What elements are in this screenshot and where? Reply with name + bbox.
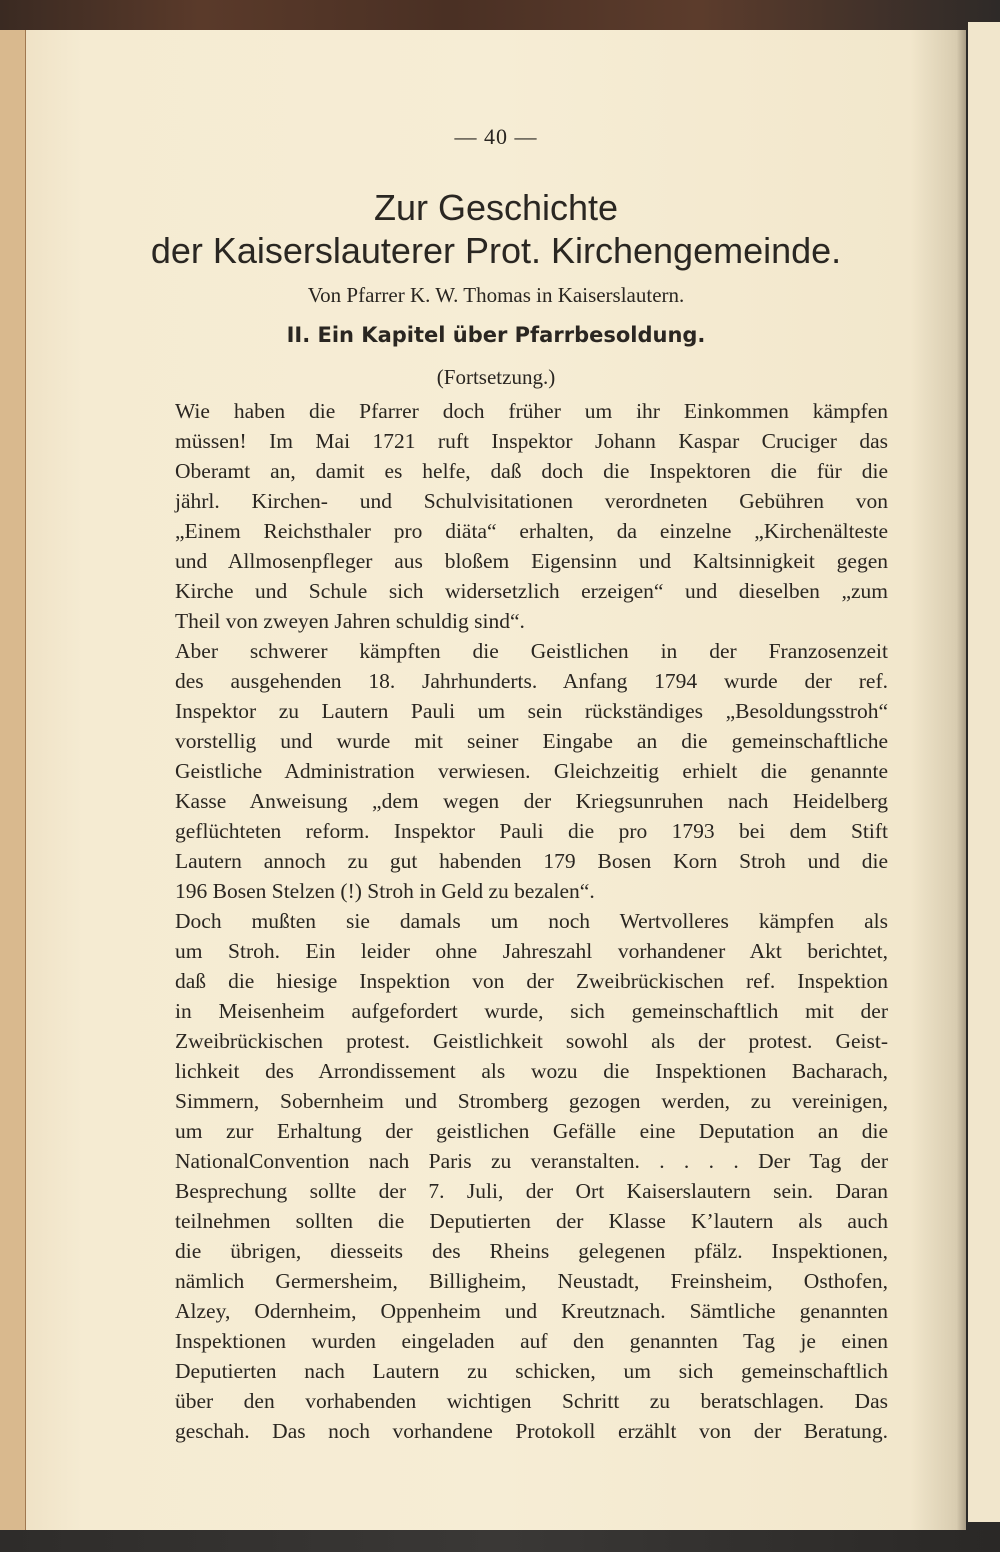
- text-line: Zweibrückischen protest. Geistlichkeit sowohl als der protest. Geist-: [175, 1029, 888, 1053]
- paragraph: [117, 636, 888, 906]
- text-line: Kasse Anweisung „dem wegen der Kriegsunruhen nach Heidelberg: [175, 789, 888, 813]
- continuation-note: (Fortsetzung.): [436, 365, 556, 389]
- text-line: Lautern annoch zu gut habenden 179 Bosen Korn Stroh und die: [175, 849, 888, 873]
- text-line: geflüchteten reform. Inspektor Pauli die pro 1793 bei dem Stift: [175, 819, 888, 843]
- text-line: Aber schwerer kämpften die Geistlichen in der Franzosenzeit: [175, 639, 888, 663]
- text-line: 196 Bosen Stelzen (!) Stroh in Geld zu bezalen“.: [175, 879, 595, 903]
- text-line: jährl. Kirchen- und Schulvisitationen verordneten Gebühren von: [175, 489, 888, 513]
- book-cover-edge: [0, 30, 27, 1530]
- text-line: die übrigen, diesseits des Rheins gelegenen pfälz. Inspektionen,: [175, 1239, 888, 1263]
- text-line: vorstellig und wurde mit seiner Eingabe an die gemeinschaftliche: [175, 729, 888, 753]
- text-line: Doch mußten sie damals um noch Wertvolleres kämpfen als: [175, 909, 888, 933]
- text-line: daß die hiesige Inspektion von der Zweibrückischen ref. Inspektion: [175, 969, 888, 993]
- text-line: müssen! Im Mai 1721 ruft Inspektor Johann Kaspar Cruciger das: [175, 429, 888, 453]
- book-page: [26, 30, 966, 1530]
- text-line: nämlich Germersheim, Billigheim, Neustadt, Freinsheim, Osthofen,: [175, 1269, 888, 1293]
- text-line: Kirche und Schule sich widersetzlich erzeigen“ und dieselben „zum: [175, 579, 888, 603]
- text-line: in Meisenheim aufgefordert wurde, sich gemeinschaftlich mit der: [175, 999, 888, 1023]
- text-line: Theil von zweyen Jahren schuldig sind“.: [175, 609, 525, 633]
- text-line: Besprechung sollte der 7. Juli, der Ort Kaiserslautern sein. Daran: [175, 1179, 888, 1203]
- author-byline: Von Pfarrer K. W. Thomas in Kaiserslautern.: [307, 283, 685, 307]
- book-binding-top: [0, 0, 1000, 30]
- text-line: geschah. Das noch vorhandene Protokoll erzählt von der Beratung.: [175, 1419, 888, 1443]
- text-line: Deputierten nach Lautern zu schicken, um sich gemeinschaftlich: [175, 1359, 888, 1383]
- article-title-line-1: Zur Geschichte: [373, 187, 619, 228]
- section-heading: II. Ein Kapitel über Pfarrbesoldung.: [286, 323, 706, 347]
- text-line: des ausgehenden 18. Jahrhunderts. Anfang 1794 wurde der ref.: [175, 669, 888, 693]
- text-line: und Allmosenpfleger aus bloßem Eigensinn und Kaltsinnigkeit gegen: [175, 549, 888, 573]
- text-line: „Einem Reichsthaler pro diäta“ erhalten, da einzelne „Kirchenälteste: [175, 519, 888, 543]
- body-text: [117, 396, 888, 1446]
- text-line: Alzey, Odernheim, Oppenheim und Kreutznach. Sämtliche genannten: [175, 1299, 888, 1323]
- paragraph: [117, 906, 888, 1446]
- book-binding-bottom: [0, 1530, 1000, 1552]
- next-page-edge: [968, 22, 1000, 1522]
- text-line: Inspektor zu Lautern Pauli um sein rückständiges „Besoldungsstroh“: [175, 699, 888, 723]
- article-title-line-2: der Kaiserslauterer Prot. Kirchengemeinde.: [150, 230, 842, 271]
- text-line: Geistliche Administration verwiesen. Gleichzeitig erhielt die genannte: [175, 759, 888, 783]
- text-line: über den vorhabenden wichtigen Schritt zu beratschlagen. Das: [175, 1389, 888, 1413]
- text-line: NationalConvention nach Paris zu veranstalten. . . . . Der Tag der: [175, 1149, 888, 1173]
- text-line: Inspektionen wurden eingeladen auf den genannten Tag je einen: [175, 1329, 888, 1353]
- text-line: lichkeit des Arrondissement als wozu die Inspektionen Bacharach,: [175, 1059, 888, 1083]
- paragraph: [117, 396, 888, 636]
- text-line: Oberamt an, damit es helfe, daß doch die Inspektoren die für die: [175, 459, 888, 483]
- text-line: teilnehmen sollten die Deputierten der Klasse K’lautern als auch: [175, 1209, 888, 1233]
- text-line: Simmern, Sobernheim und Stromberg gezogen werden, zu vereinigen,: [175, 1089, 888, 1113]
- text-line: um zur Erhaltung der geistlichen Gefälle eine Deputation an die: [175, 1119, 888, 1143]
- text-line: Wie haben die Pfarrer doch früher um ihr Einkommen kämpfen: [175, 399, 888, 423]
- text-line: um Stroh. Ein leider ohne Jahreszahl vorhandener Akt berichtet,: [175, 939, 888, 963]
- page-number: — 40 —: [454, 124, 538, 149]
